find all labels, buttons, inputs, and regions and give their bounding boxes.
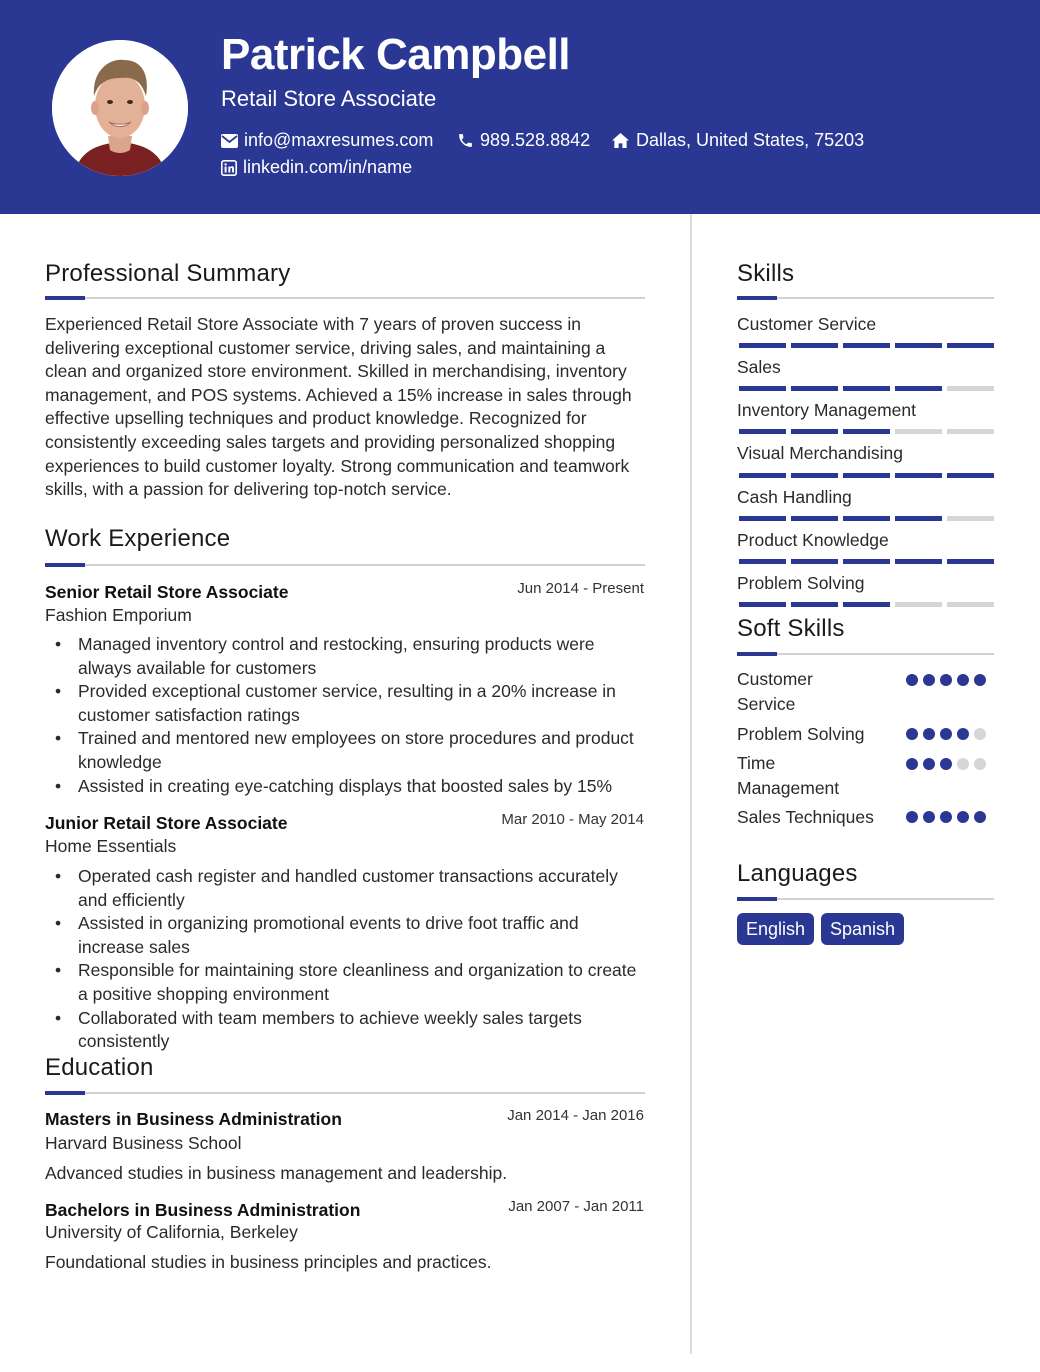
skill-level-segment	[739, 473, 786, 478]
skill-name: Customer Service	[737, 314, 877, 334]
job-bullet: • Assisted in creating eye-catching displays that boosted sales by 15%	[45, 775, 645, 799]
degree-dates: Jan 2014 - Jan 2016	[507, 1107, 644, 1124]
languages-accent	[737, 897, 777, 901]
skill-level-segment	[947, 516, 994, 521]
soft-skill-name: Problem Solving	[737, 724, 865, 744]
skill-level-segment	[843, 429, 890, 434]
skill-level-segment	[739, 343, 786, 348]
summary-rule	[45, 297, 645, 299]
rating-dot	[957, 728, 969, 740]
job-bullet: • Provided exceptional customer service, resulting in a 20% increase in customer satisfaction ratings	[45, 680, 645, 727]
profile-photo	[52, 40, 188, 176]
soft-skill-name: Customer Service	[737, 669, 813, 714]
rating-dot	[974, 758, 986, 770]
job-bullet: • Managed inventory control and restocking, ensuring products were always available for customers	[45, 633, 645, 680]
skill-name: Inventory Management	[737, 400, 916, 420]
rating-dot	[957, 758, 969, 770]
job-bullet: • Assisted in organizing promotional events to drive foot traffic and increase sales	[45, 912, 645, 959]
skill-level-segment	[739, 559, 786, 564]
soft-skill-rating	[906, 811, 986, 823]
skill-level-segment	[739, 386, 786, 391]
job-dates: Jun 2014 - Present	[517, 580, 644, 597]
skill-name: Cash Handling	[737, 487, 852, 507]
skill-level-segment	[895, 559, 942, 564]
email-text: info@maxresumes.com	[244, 130, 434, 150]
rating-dot	[974, 674, 986, 686]
rating-dot	[923, 674, 935, 686]
job-bullet: • Operated cash register and handled customer transactions accurately and efficiently	[45, 865, 645, 912]
skill-level-segment	[895, 343, 942, 348]
skill-name: Problem Solving	[737, 573, 865, 593]
degree-title: Masters in Business Administration	[45, 1109, 342, 1129]
skill-level-segment	[895, 386, 942, 391]
job-bullets	[45, 865, 645, 1054]
skill-level-segment	[791, 473, 838, 478]
education-accent	[45, 1091, 85, 1095]
skill-level-segment	[843, 473, 890, 478]
skill-level-bar	[739, 473, 994, 478]
soft-skills-accent	[737, 652, 777, 656]
skill-level-segment	[843, 602, 890, 607]
soft-skill-rating	[906, 728, 986, 740]
skill-name: Visual Merchandising	[737, 443, 904, 463]
candidate-title: Retail Store Associate	[221, 86, 437, 111]
rating-dot	[923, 758, 935, 770]
skill-level-bar	[739, 602, 994, 607]
skill-level-segment	[791, 559, 838, 564]
degree-dates: Jan 2007 - Jan 2011	[508, 1198, 644, 1215]
skill-level-segment	[739, 602, 786, 607]
skill-level-segment	[843, 386, 890, 391]
skill-level-segment	[947, 386, 994, 391]
degree-description: Advanced studies in business management and leadership.	[45, 1163, 508, 1183]
contact-phone[interactable]	[457, 130, 590, 151]
location-text: Dallas, United States, 75203	[636, 130, 865, 150]
skill-name: Product Knowledge	[737, 530, 889, 550]
candidate-name: Patrick Campbell	[221, 30, 571, 79]
phone-icon	[457, 132, 474, 149]
summary-heading: Professional Summary	[45, 260, 291, 287]
job-bullets	[45, 633, 645, 798]
job-company: Fashion Emporium	[45, 605, 192, 625]
skill-level-segment	[739, 516, 786, 521]
skill-level-segment	[791, 343, 838, 348]
rating-dot	[906, 674, 918, 686]
experience-heading: Work Experience	[45, 525, 231, 552]
job-company: Home Essentials	[45, 836, 177, 856]
job-bullet: • Trained and mentored new employees on store procedures and product knowledge	[45, 727, 645, 774]
degree-title: Bachelors in Business Administration	[45, 1200, 361, 1220]
job-bullet: • Responsible for maintaining store cleanliness and organization to create a positive shopping environment	[45, 959, 645, 1006]
rating-dot	[923, 811, 935, 823]
rating-dot	[974, 728, 986, 740]
language-tag: English	[737, 913, 814, 945]
soft-skill-rating	[906, 758, 986, 770]
skill-level-segment	[947, 343, 994, 348]
soft-skill-rating	[906, 674, 986, 686]
summary-accent	[45, 296, 85, 300]
rating-dot	[940, 758, 952, 770]
skill-level-segment	[895, 429, 942, 434]
experience-rule	[45, 564, 645, 566]
skills-accent	[737, 296, 777, 300]
skill-level-segment	[791, 516, 838, 521]
skill-level-segment	[791, 386, 838, 391]
job-dates: Mar 2010 - May 2014	[501, 811, 644, 828]
skill-level-segment	[843, 343, 890, 348]
soft-skills-heading: Soft Skills	[737, 615, 845, 642]
languages-heading: Languages	[737, 860, 858, 887]
contact-email[interactable]	[221, 130, 433, 151]
school-name: University of California, Berkeley	[45, 1222, 298, 1242]
skill-level-bar	[739, 343, 994, 348]
rating-dot	[940, 811, 952, 823]
skill-level-segment	[895, 602, 942, 607]
skill-level-bar	[739, 429, 994, 434]
skill-level-segment	[947, 559, 994, 564]
skill-name: Sales	[737, 357, 781, 377]
skills-heading: Skills	[737, 260, 795, 287]
contact-location	[611, 130, 864, 151]
education-rule	[45, 1092, 645, 1094]
education-heading: Education	[45, 1054, 154, 1081]
skill-level-bar	[739, 386, 994, 391]
experience-accent	[45, 563, 85, 567]
skill-level-segment	[739, 429, 786, 434]
skill-level-segment	[843, 559, 890, 564]
rating-dot	[906, 811, 918, 823]
skill-level-segment	[947, 429, 994, 434]
linkedin-icon	[221, 160, 237, 176]
rating-dot	[940, 674, 952, 686]
job-title: Senior Retail Store Associate	[45, 582, 289, 602]
rating-dot	[974, 811, 986, 823]
skill-level-segment	[947, 602, 994, 607]
skill-level-segment	[895, 473, 942, 478]
linkedin-text: linkedin.com/in/name	[243, 157, 413, 177]
degree-description: Foundational studies in business principles and practices.	[45, 1252, 492, 1272]
column-divider	[690, 214, 692, 1354]
contact-linkedin[interactable]	[221, 157, 412, 178]
rating-dot	[957, 674, 969, 686]
skill-level-segment	[843, 516, 890, 521]
rating-dot	[940, 728, 952, 740]
rating-dot	[923, 728, 935, 740]
job-bullet: • Collaborated with team members to achieve weekly sales targets consistently	[45, 1007, 645, 1054]
skill-level-bar	[739, 516, 994, 521]
soft-skill-name: Time Management	[737, 753, 840, 798]
school-name: Harvard Business School	[45, 1133, 242, 1153]
job-title: Junior Retail Store Associate	[45, 813, 288, 833]
skill-level-bar	[739, 559, 994, 564]
rating-dot	[906, 728, 918, 740]
skill-level-segment	[895, 516, 942, 521]
home-icon	[611, 132, 630, 149]
phone-text: 989.528.8842	[480, 130, 591, 150]
rating-dot	[906, 758, 918, 770]
resume-header	[0, 0, 1040, 214]
email-icon	[221, 134, 238, 148]
soft-skill-name: Sales Techniques	[737, 807, 874, 827]
skill-level-segment	[791, 429, 838, 434]
summary-text: Experienced Retail Store Associate with 7 years of proven success in delivering exceptional customer service, driving sales, and maintaining a clean and organized store environment. Skilled in merchandising, inventory management, and POS systems. Achieved a 15% increase in sales through effective upselling techniques and product knowledge. Recognized for consistently exceeding sales targets and providing personalized shopping experiences to build customer loyalty. Strong communication and teamwork skills, with a passion for delivering top-notch service.	[45, 314, 632, 500]
language-tag: Spanish	[821, 913, 904, 945]
skill-level-segment	[791, 602, 838, 607]
rating-dot	[957, 811, 969, 823]
skill-level-segment	[947, 473, 994, 478]
